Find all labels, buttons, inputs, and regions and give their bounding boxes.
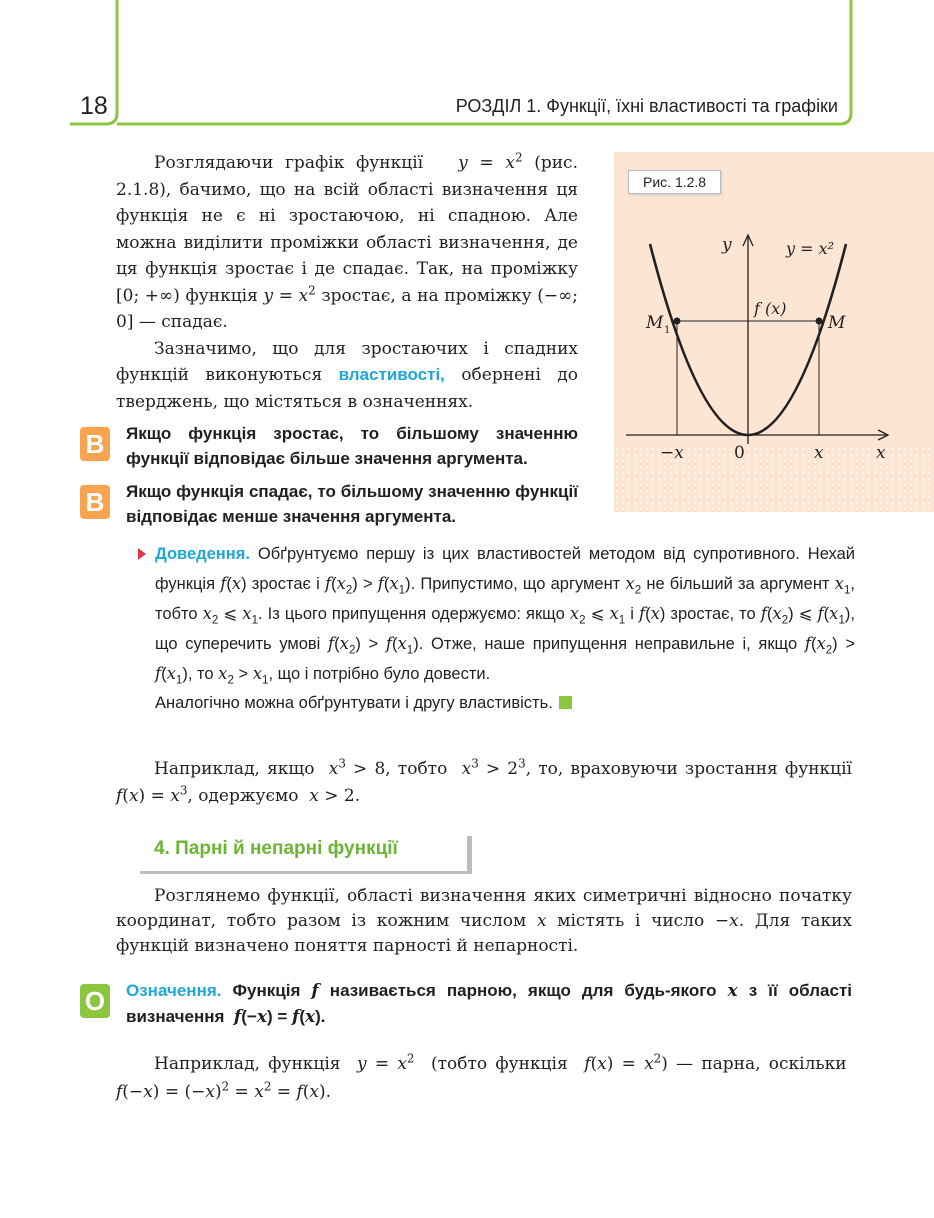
paragraph-3: Розглянемо функції, області визначення яких симетричні відносно початку координат, тобто разом із кожним числом x містять і число −x. Для таких функцій визначено поняття парності й непарності. [116,886,852,956]
property-2: Якщо функція спадає, то більшому значенню функції відповідає менше значення аргумента. [126,482,578,526]
intro-text [116,150,578,415]
section-heading [140,836,472,874]
proof-block: Доведення. Обґрунтуємо першу із цих властивостей методом від супротивного. Нехай функція f(x) зростає і $f(x_2) > f(x_1)$. Припустимо, що аргумент $x_2$ не більший за аргумент $x_1$, тобто $x_2$ ⩽ $x_1$. Із цього припущення одержуємо: якщо $x_2$ ⩽ $x_1$ і f(x) зростає, то $f(x_2)$ ⩽ $f(x_1)$, що суперечить умові $f(x_2) > f(x_1)$. Отже, наше припущення неправильне і, якщо $f(x_2) > f(x_1)$, то $x_2 > x_1$, що і потрібно було довести. Аналогічно можна обґрунтувати і другу властивість. [155,545,855,712]
point-m1 [674,318,681,325]
label-y: y [722,235,732,255]
end-of-proof-icon [559,696,572,709]
figure-parabola [614,152,934,512]
label-m1: M [646,313,664,333]
proof-marker-icon [138,548,146,560]
parabola-graph [614,152,934,512]
property-badge-1: В [80,427,110,461]
label-pos-x: x [814,443,824,463]
property-badge-2: В [80,485,110,519]
label-m1-sub: 1 [664,325,671,336]
example-1: Наприклад, якщо $x^3 > 8$, тобто $x^3 > 2^3$, то, враховуючи зростання функції $f(x) = x^3$, одержуємо x > 2. [116,756,852,806]
page-number: 18 [80,92,108,120]
point-m [816,318,823,325]
label-fx: f (x) [754,299,787,318]
example-2: Наприклад, функція $y = x^2$ (тобто функція $f(x) = x^2$) — парна, оскільки $f(-x) = (-x)^2 = x^2 = f(x)$. [116,1051,847,1102]
label-neg-x: −x [660,443,684,463]
label-curve: y = x² [786,239,835,258]
paragraph-1: Розглядаючи графік функції $y = x^2$ (рис. 2.1.8), бачимо, що на всій області визначення ця функція не є ні зростаючою, ні спадною. Але можна виділити проміжки області визначення, де ця функція зростає і де спадає. Так, на проміжку [0; +∞) функція $y = x^2$ зростає, а на проміжку (−∞; 0] — спадає. [116,150,579,332]
definition-label: Означення. [126,981,222,1000]
label-m: M [828,313,846,333]
proof-label: Доведення. [155,545,250,563]
paragraph-2: Зазначимо, що для зростаючих і спадних функцій виконуються властивості, обернені до тверджень, що містяться в означеннях. [116,338,578,412]
properties-link[interactable]: властивості, [338,365,445,384]
definition-badge: О [80,984,110,1018]
label-x-axis: x [876,443,886,463]
running-title: РОЗДІЛ 1. Функції, їхні властивості та графіки [455,96,838,116]
definition-text: Означення. Функція f називається парною, якщо для будь-якого x з її області визначення f(−x) = f(x). [126,981,853,1027]
figure-caption: Рис. 1.2.8 [628,170,721,194]
property-1: Якщо функція зростає, то більшому значенню функції відповідає більше значення аргумента. [126,424,578,468]
label-zero: 0 [734,443,745,463]
section-title: 4. Парні й непарні функції [154,838,398,859]
